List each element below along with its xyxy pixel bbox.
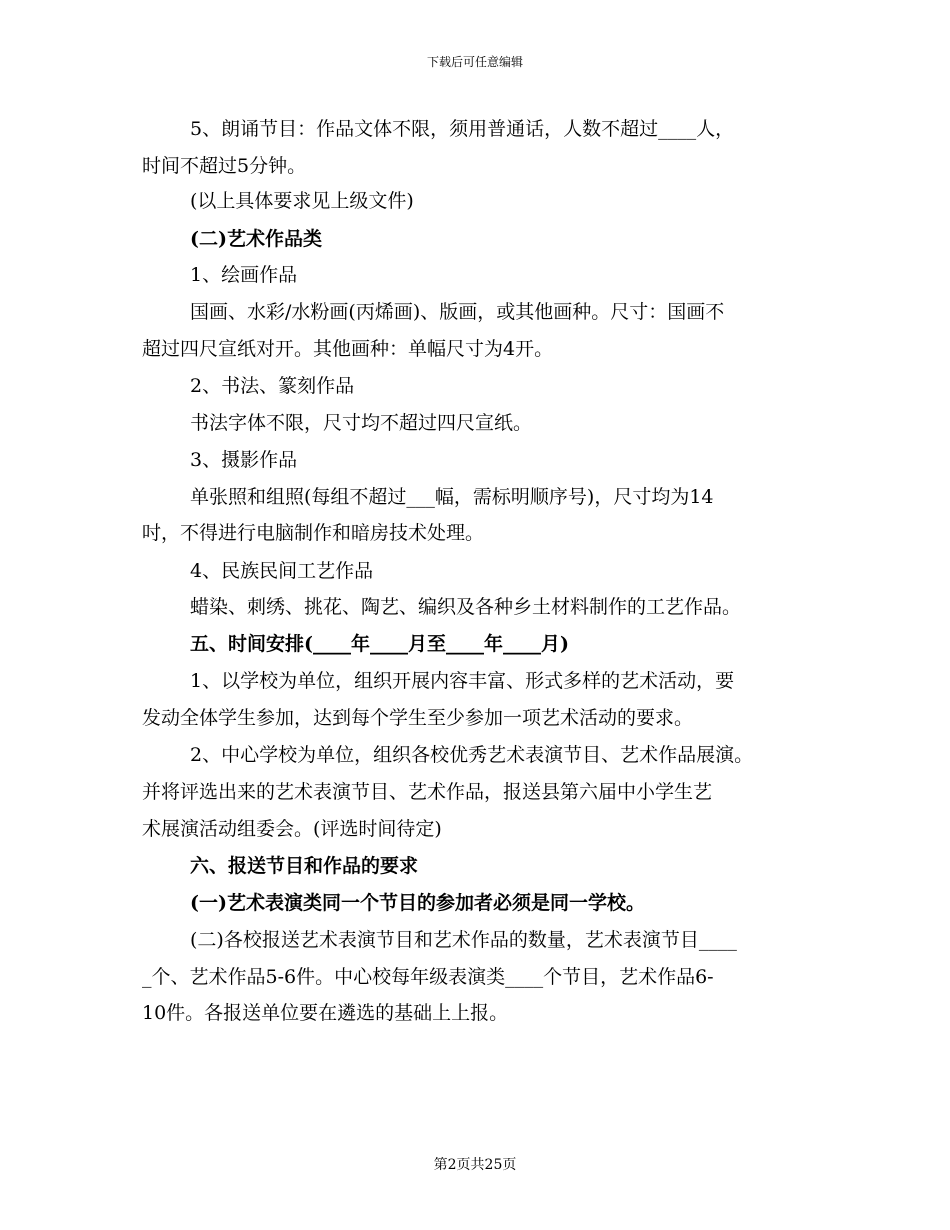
section-heading: (二)艺术作品类 <box>190 228 322 250</box>
item-heading: 2、书法、篆刻作品 <box>190 375 355 397</box>
paragraph-line: 发动全体学生参加，达到每个学生至少参加一项艺术活动的要求。 <box>142 707 694 729</box>
paragraph-line: 1、以学校为单位，组织开展内容丰富、形式多样的艺术活动，要 <box>190 670 735 692</box>
paragraph-line: 10件。各报送单位要在遴选的基础上上报。 <box>142 1002 509 1024</box>
paragraph-line: 蜡染、刺绣、挑花、陶艺、编织及各种乡土材料制作的工艺作品。 <box>190 596 742 618</box>
section-heading: (一)艺术表演类同一个节目的参加者必须是同一学校。 <box>190 892 645 914</box>
paragraph-line: 2、中心学校为单位，组织各校优秀艺术表演节目、艺术作品展演。 <box>190 744 754 766</box>
paragraph-line: 并将评选出来的艺术表演节目、艺术作品，报送县第六届中小学生艺 <box>142 781 713 803</box>
paragraph-line: 吋，不得进行电脑制作和暗房技术处理。 <box>142 522 485 544</box>
section-heading: 六、报送节目和作品的要求 <box>190 855 419 877</box>
section-heading: 五、时间安排(____年____月至____年____月) <box>190 633 569 655</box>
paragraph-line: (二)各校报送艺术表演节目和艺术作品的数量，艺术表演节目____ <box>190 929 737 951</box>
paragraph-line: 单张照和组照(每组不超过___幅，需标明顺序号)，尺寸均为14 <box>190 486 714 508</box>
page-header: 下载后可任意编辑 <box>426 55 523 69</box>
paragraph-line: 术展演活动组委会。(评选时间待定) <box>142 818 442 840</box>
paragraph-line: 5、朗诵节目：作品文体不限，须用普通话，人数不超过____人， <box>190 118 735 140</box>
paragraph-line: _个、艺术作品5-6件。中心校每年级表演类____个节目，艺术作品6- <box>142 966 714 988</box>
paragraph-line: 时间不超过5分钟。 <box>142 155 307 177</box>
item-heading: 3、摄影作品 <box>190 449 298 471</box>
paragraph-line: 超过四尺宣纸对开。其他画种：单幅尺寸为4开。 <box>142 338 554 360</box>
page-footer: 第2页共25页 <box>433 1157 517 1173</box>
paragraph-line: 国画、水彩/水粉画(丙烯画)、版画，或其他画种。尺寸：国画不 <box>190 301 725 323</box>
item-heading: 4、民族民间工艺作品 <box>190 560 374 582</box>
paragraph-line: (以上具体要求见上级文件) <box>190 190 414 212</box>
paragraph-line: 书法字体不限，尺寸均不超过四尺宣纸。 <box>190 412 533 434</box>
item-heading: 1、绘画作品 <box>190 264 298 286</box>
